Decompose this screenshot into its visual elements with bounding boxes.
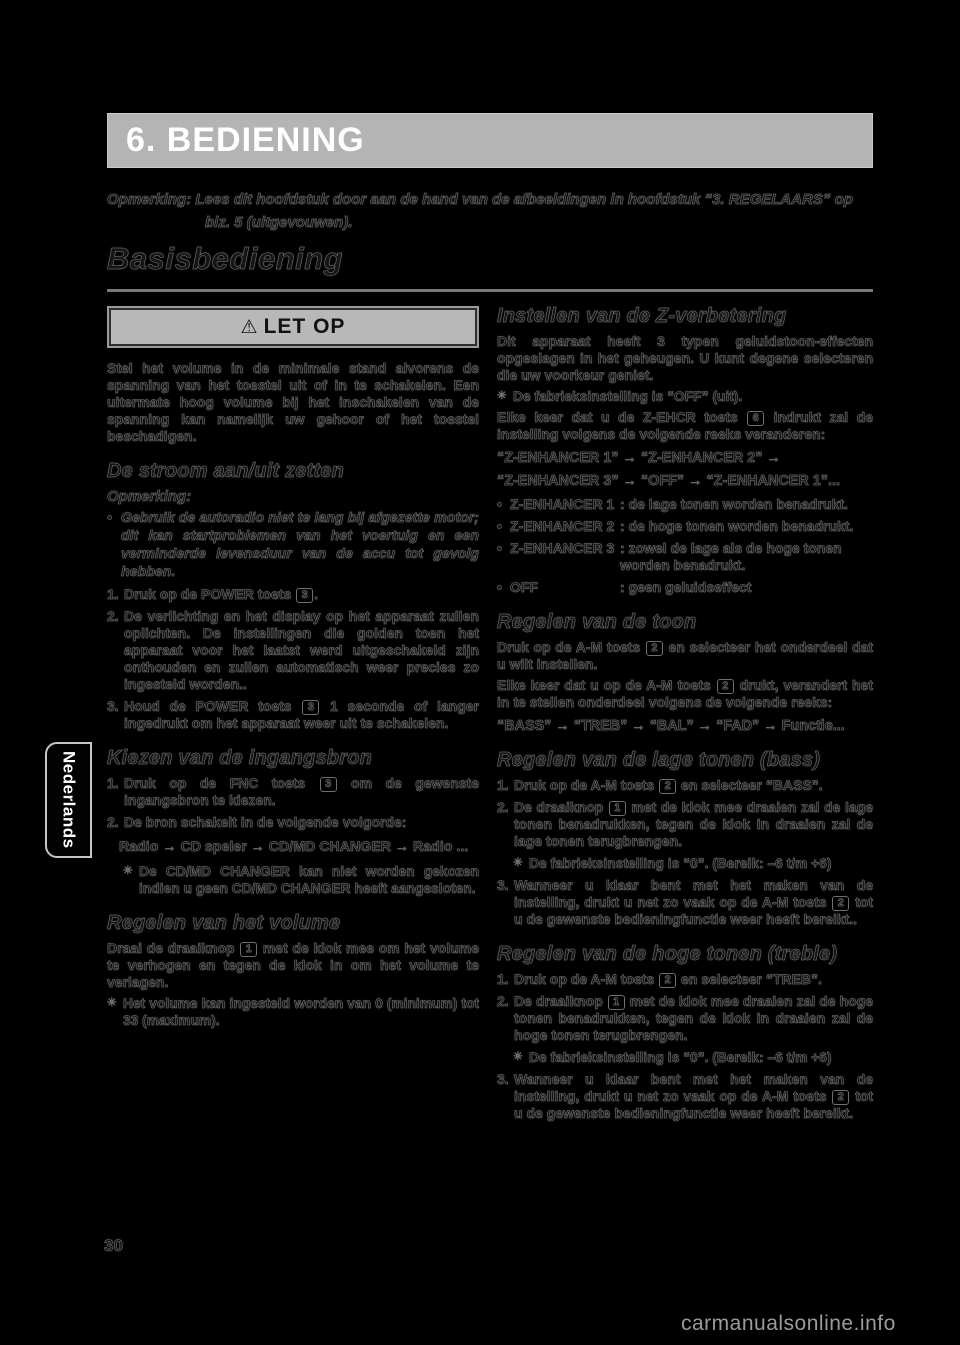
subsection-heading: De stroom aan/uit zetten: [107, 460, 345, 482]
asterisk-icon: ✳: [123, 865, 133, 877]
bullet-icon: •: [497, 518, 502, 534]
right-column: [497, 303, 873, 1127]
step-text: Wanneer u klaar bent met het maken van de instelling, drukt u net zo vaak op de A-M toets 2 tot u de gewenste bedieningfunctie weer heeft bereikt..: [514, 877, 873, 927]
key-button-badge: 1: [609, 801, 626, 816]
chapter-note-line2: blz. 5 (uitgevouwen).: [205, 214, 353, 231]
numbered-step: [107, 608, 479, 693]
step-text: De draaiknop 1 met de klok mee draaien zal de lage tonen benadrukken, tegen de klok in draaien zal de lage tonen terugbrengen.: [514, 799, 873, 849]
key-button-badge: 2: [659, 779, 676, 794]
subsection-heading: Regelen van de toon: [497, 611, 697, 633]
key-button-badge: 3: [320, 777, 337, 792]
chapter-header-bar: [107, 113, 873, 168]
step-text: Druk op de POWER toets 3 .: [124, 586, 319, 602]
numbered-step: [497, 993, 873, 1044]
note-item-text: De CD/MD CHANGER kan niet worden gekozen indien u geen CD/MD CHANGER heeft aangesloten.: [139, 864, 479, 896]
step-number: 3.: [497, 877, 509, 893]
step-number: 3.: [497, 1071, 509, 1087]
asterisk-icon: ✳: [513, 1051, 523, 1063]
numbered-step: [107, 698, 479, 732]
subsection-heading: Regelen van het volume: [107, 912, 341, 934]
paragraph: Elke keer dat u op de A-M toets 2 drukt, verandert het in te stellen onderdeel volgens de volgende reeks:: [497, 677, 873, 710]
page-number: 30: [104, 1236, 123, 1255]
sequence-line: “Z-ENHANCER 3” → “OFF” → “Z-ENHANCER 1”...: [497, 473, 840, 489]
warning-icon: ⚠: [240, 316, 258, 338]
language-tab-label: Nederlands: [59, 751, 79, 849]
key-button-badge: 1: [608, 995, 625, 1010]
key-button-badge: 2: [646, 641, 663, 656]
step-text: De verlichting en het display op het apparaat zullen oplichten. De instellingen die golden toen het apparaat voor het laatst werd uitgeschakeld zijn onthouden en zullen automatisch weer precies zo ingesteld worden..: [124, 608, 479, 692]
caution-box: [109, 308, 477, 346]
numbered-step: [497, 777, 873, 794]
key-button-badge: 3: [302, 700, 319, 715]
step-text: Druk op de A-M toets 2 en selecteer “TREB”.: [514, 971, 822, 987]
bullet-icon: •: [497, 579, 502, 595]
step-number: 3.: [107, 698, 119, 714]
step-text: Houd de POWER toets 3 1 seconde of langer ingedrukt om het apparaat weer uit te schakelen.: [124, 698, 479, 731]
z-enhancer-list-item: [497, 496, 873, 513]
sequence-line: “Z-ENHANCER 1” → “Z-ENHANCER 2” →: [497, 450, 781, 466]
note-item: [107, 995, 479, 1029]
note-item-text: De fabrieksinstelling is “0”. (Bereik: –6 t/m +6): [529, 1050, 832, 1065]
list-desc: : geen geluidseffect: [620, 579, 752, 595]
numbered-step: [107, 586, 479, 603]
paragraph: Elke keer dat u de Z-EHCR toets 6 indrukt zal de instelling volgens de volgende reeks veranderen:: [497, 409, 873, 442]
note-label: Opmerking:: [107, 191, 192, 208]
paragraph: Stel het volume in de minimale stand alvorens de spanning van het toestel uit of in te schakelen. Een uitermate hoog volume bij het inschakelen van de spanning kan namelijk uw gehoor of het toestel beschadigen.: [107, 360, 479, 444]
subsection-heading: Regelen van de hoge tonen (treble): [497, 943, 838, 965]
paragraph: Draai de draaiknop 1 met de klok mee om het volume te verhogen en tegen de klok in om het volume te verlagen.: [107, 940, 479, 990]
section-title: Basisbediening: [107, 241, 344, 276]
list-term: OFF: [510, 579, 538, 595]
paragraph: Druk op de A-M toets 2 en selecteer het onderdeel dat u wilt instellen.: [497, 639, 874, 672]
numbered-step: [497, 877, 873, 928]
key-button-badge: 2: [717, 679, 734, 694]
step-text: De bron schakelt in de volgende volgorde:: [124, 814, 407, 830]
list-desc: : de lage tonen worden benadrukt.: [620, 496, 848, 512]
note-item-text: Het volume kan ingesteld worden van 0 (minimum) tot 33 (maximum).: [123, 996, 479, 1028]
note-item-text: De fabrieksinstelling is “OFF” (uit).: [513, 389, 743, 404]
asterisk-icon: ✳: [513, 857, 523, 869]
chapter-note: [107, 188, 873, 234]
step-text: De draaiknop 1 met de klok mee draaien zal de hoge tonen benadrukken, tegen de klok in draaien zal de hoge tonen terugbrengen.: [514, 993, 873, 1043]
step-number: 2.: [497, 799, 509, 815]
asterisk-icon: ✳: [107, 997, 117, 1009]
step-number: 1.: [497, 777, 509, 793]
step-number: 2.: [497, 993, 509, 1009]
note-bullet-text: Gebruik de autoradio niet te lang bij afgezette motor; dit kan startproblemen van het voertuig en een verminderde levensduur van de accu tot gevolg hebben.: [121, 510, 479, 580]
note-label: Opmerking:: [107, 488, 192, 505]
numbered-step: [107, 814, 479, 831]
watermark: carmanualsonline.info: [681, 1312, 896, 1335]
key-button-badge: 6: [747, 411, 764, 426]
note-item: [513, 1049, 873, 1066]
list-term: Z-ENHANCER 2: [510, 518, 615, 534]
note-item: [497, 388, 873, 405]
list-desc: : de hoge tonen worden benadrukt.: [620, 518, 854, 534]
key-button-badge: 2: [832, 1090, 849, 1105]
list-desc: : zowel de lage als de hoge tonen worden benadrukt.: [620, 540, 842, 573]
step-number: 2.: [107, 814, 119, 830]
note-text: Lees dit hoofdstuk door aan de hand van de afbeeldingen in hoofdstuk “3. REGELAARS” op: [195, 191, 853, 208]
step-text: Wanneer u klaar bent met het maken van de instelling, drukt u net zo vaak op de A-M toets 2 tot u de gewenste bedieningfunctie weer heeft bereikt.: [514, 1071, 873, 1121]
step-text: Druk op de FNC toets 3 om de gewenste ingangsbron te kiezen.: [124, 775, 479, 808]
subsection-heading: Regelen van de lage tonen (bass): [497, 749, 821, 771]
numbered-step: [497, 971, 873, 988]
note-item: [513, 855, 873, 872]
step-number: 1.: [497, 971, 509, 987]
note-bullet-item: [107, 509, 479, 581]
asterisk-icon: ✳: [497, 390, 507, 402]
numbered-step: [497, 799, 873, 850]
subsection-heading: Instellen van de Z-verbetering: [497, 305, 787, 327]
paragraph: Dit apparaat heeft 3 typen geluidstoon-effecten opgeslagen in het geheugen. U kunt degene selecteren die uw voorkeur geniet.: [497, 333, 873, 383]
bullet-icon: •: [497, 540, 502, 556]
key-button-badge: 2: [659, 973, 676, 988]
note-item-text: De fabrieksinstelling is “0”. (Bereik: –6 t/m +6): [529, 856, 832, 871]
section-rule: [107, 289, 873, 292]
source-sequence-line: Radio → CD speler → CD/MD CHANGER → Radio ...: [119, 839, 469, 855]
z-enhancer-list-item: [497, 540, 873, 574]
list-term: Z-ENHANCER 3: [510, 540, 615, 556]
numbered-step: [107, 775, 479, 809]
chapter-note-line1: [107, 188, 873, 211]
z-enhancer-list-item: [497, 518, 873, 535]
subsection-heading: Kiezen van de ingangsbron: [107, 747, 373, 769]
chapter-title: 6. BEDIENING: [126, 121, 365, 159]
note-item: [123, 863, 479, 897]
key-button-badge: 1: [240, 942, 257, 957]
bullet-icon: •: [107, 510, 112, 526]
left-column: [107, 303, 479, 1033]
key-button-badge: 2: [832, 896, 849, 911]
step-number: 2.: [107, 608, 119, 624]
bullet-icon: •: [497, 496, 502, 512]
numbered-step: [497, 1071, 873, 1122]
z-enhancer-list-item: [497, 579, 873, 596]
language-tab: [45, 742, 92, 858]
step-number: 1.: [107, 586, 119, 602]
key-button-badge: 3: [296, 588, 313, 603]
step-number: 1.: [107, 775, 119, 791]
list-term: Z-ENHANCER 1: [510, 496, 615, 512]
step-text: Druk op de A-M toets 2 en selecteer “BASS”.: [514, 777, 823, 793]
caution-label: LET OP: [263, 315, 346, 338]
sequence-line: “BASS” → “TREB” → “BAL” → “FAD” → Functie...: [497, 718, 845, 734]
